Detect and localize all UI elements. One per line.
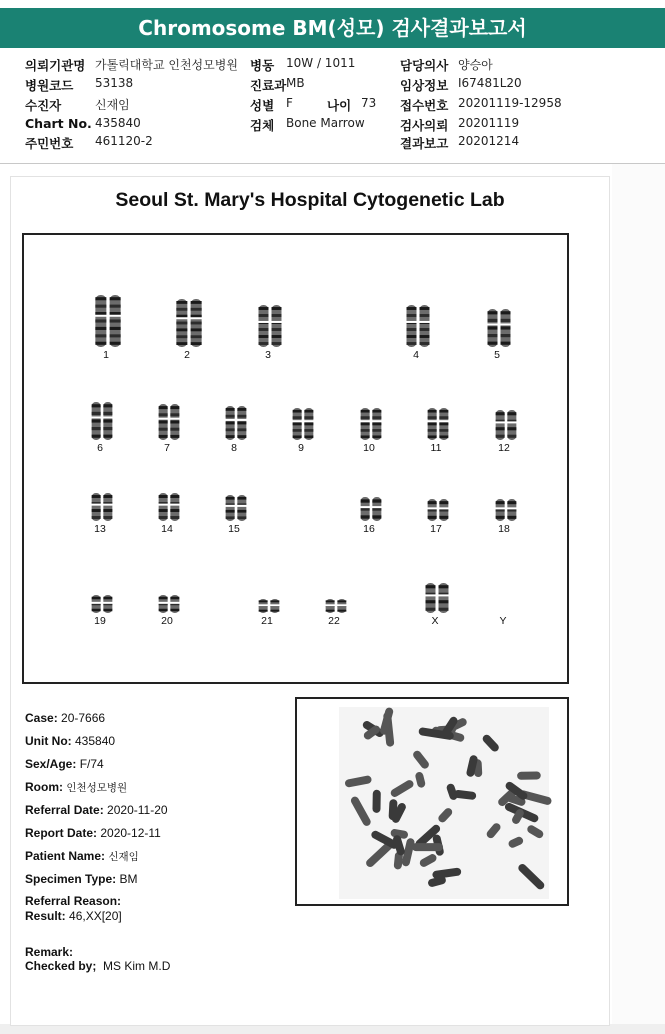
chromosome-pair [225,406,247,440]
chromosome-label-15: 15 [228,523,240,535]
referral-date-value: 2020-11-20 [107,803,168,817]
chromosome-pair [292,408,314,440]
label-chart-no: Chart No. [25,116,92,131]
label-ward: 병동 [250,58,275,73]
lab-title: Seoul St. Mary's Hospital Cytogenetic Lab [115,189,505,211]
chromosome-label-17: 17 [430,523,442,535]
chromosome-label-7: 7 [164,442,170,454]
chromosome-pair [360,408,382,440]
checked-by-line [25,959,170,973]
chromosome-pair [158,404,180,440]
checked-by-label: Checked by; [25,959,97,973]
page-margin [612,164,665,1034]
chromosome-label-12: 12 [498,442,510,454]
value-patient: 신재임 [95,98,130,112]
chromosome-label-2: 2 [184,349,190,361]
chromosome-label-13: 13 [94,523,106,535]
chromosome-pair [158,595,180,613]
value-hospital-code: 53138 [95,76,134,90]
value-requesting-institution: 가톨릭대학교 인천성모병원 [95,58,238,72]
result-label: Result: [25,909,66,923]
label-department: 진료과 [250,78,287,93]
unit-line [25,734,115,748]
chromosome-pair [495,499,517,521]
chromosome-pair [91,402,113,440]
chromosome-label-y: Y [499,615,507,627]
value-result-report: 20201214 [458,134,520,148]
referral-date-label: Referral Date: [25,803,104,817]
sex-age-label: Sex/Age: [25,757,77,771]
label-test-request: 검사의뢰 [400,118,449,133]
checked-by-value: MS Kim M.D [103,959,171,973]
remark-label: Remark: [25,945,74,959]
referral-reason-label: Referral Reason: [25,894,122,908]
value-resident-number: 461120-2 [95,134,153,148]
metaphase-image [297,699,567,904]
info-row-1 [0,56,665,72]
chromosome-pair [495,410,517,440]
chromosome-pair [158,493,180,521]
chromosome-pair [91,493,113,521]
chromosome-pair [487,309,511,347]
referral-date-line [25,803,168,817]
chromosome-pair [225,495,247,521]
chromosome-pair [425,583,449,613]
chromosome-pair [91,595,113,613]
report-date-line [25,826,161,840]
specimen-type-label: Specimen Type: [25,872,117,886]
remark-line [25,945,73,959]
metaphase-panel [295,697,569,906]
metaphase-chromosome [372,790,380,813]
chromosome-label-1: 1 [103,349,109,361]
metaphase-chromosome [517,771,541,779]
chromosome-pair [258,599,280,613]
chromosome-label-10: 10 [363,442,375,454]
result-value: 46,XX[20] [69,909,122,923]
chromosome-label-20: 20 [161,615,173,627]
value-ward: 10W / 1011 [286,56,356,70]
chromosome-pair [176,299,202,347]
chromosome-label-22: 22 [328,615,340,627]
chromosome-label-8: 8 [231,442,237,454]
chromosome-label-11: 11 [430,442,442,454]
label-resident-number: 주민번호 [25,136,74,151]
header-divider [0,163,665,164]
result-line [25,909,122,923]
value-attending-doctor: 양승아 [458,58,493,72]
report-date-label: Report Date: [25,826,98,840]
info-row-4 [0,116,665,132]
value-department: MB [286,76,305,90]
chromosome-pair [258,305,282,347]
value-receipt-number: 20201119-12958 [458,96,562,110]
specimen-type-line [25,872,137,886]
chromosome-pair [406,305,430,347]
value-sex: F [286,96,293,110]
chromosome-pair [427,499,449,521]
label-patient: 수진자 [25,98,62,113]
unit-label: Unit No: [25,734,72,748]
chromosome-label-18: 18 [498,523,510,535]
info-row-3 [0,96,665,112]
chromosome-label-19: 19 [94,615,106,627]
room-label: Room: [25,780,63,794]
chromosome-label-x: X [431,615,439,627]
chromosome-label-4: 4 [413,349,419,361]
chromosome-pair [360,497,382,521]
chromosome-label-14: 14 [161,523,173,535]
value-test-request: 20201119 [458,116,520,130]
label-receipt-number: 접수번호 [400,98,449,113]
patient-name-label: Patient Name: [25,849,106,863]
sex-age-value: F/74 [79,757,104,771]
value-clinical-info: I67481L20 [458,76,522,90]
sex-age-line [25,757,104,771]
info-row-5 [0,134,665,150]
room-value: 인천성모병원 [66,782,128,794]
specimen-type-value: BM [119,872,138,886]
chromosome-label-21: 21 [261,615,273,627]
chromosome-label-5: 5 [494,349,500,361]
label-specimen: 검체 [250,118,275,133]
label-attending-doctor: 담당의사 [400,58,449,73]
value-chart-no: 435840 [95,116,141,130]
value-specimen: Bone Marrow [286,116,365,130]
report-date-value: 2020-12-11 [100,826,161,840]
chromosome-pair [427,408,449,440]
metaphase-chromosome [412,843,443,851]
label-clinical-info: 임상정보 [400,78,449,93]
patient-name-value: 신재임 [108,851,139,863]
patient-name-line [25,849,139,864]
chromosome-label-3: 3 [265,349,271,361]
label-hospital-code: 병원코드 [25,78,74,93]
chromosome-label-6: 6 [97,442,103,454]
unit-value: 435840 [75,734,116,748]
case-line [25,711,105,725]
chromosome-label-9: 9 [298,442,304,454]
referral-reason-line [25,894,121,908]
chromosome-label-16: 16 [363,523,375,535]
case-label: Case: [25,711,58,725]
case-value: 20-7666 [61,711,106,725]
value-age: 73 [361,96,377,110]
chromosome-pair [325,599,347,613]
chromosome-pair [95,295,121,347]
info-row-2 [0,76,665,92]
label-requesting-institution: 의뢰기관명 [25,58,86,73]
room-line [25,780,127,795]
label-age: 나이 [327,98,352,113]
label-result-report: 결과보고 [400,136,449,151]
label-sex: 성별 [250,98,275,113]
metaphase-chromosome [388,799,397,820]
report-title: Chromosome BM(성모) 검사결과보고서 [0,8,665,48]
